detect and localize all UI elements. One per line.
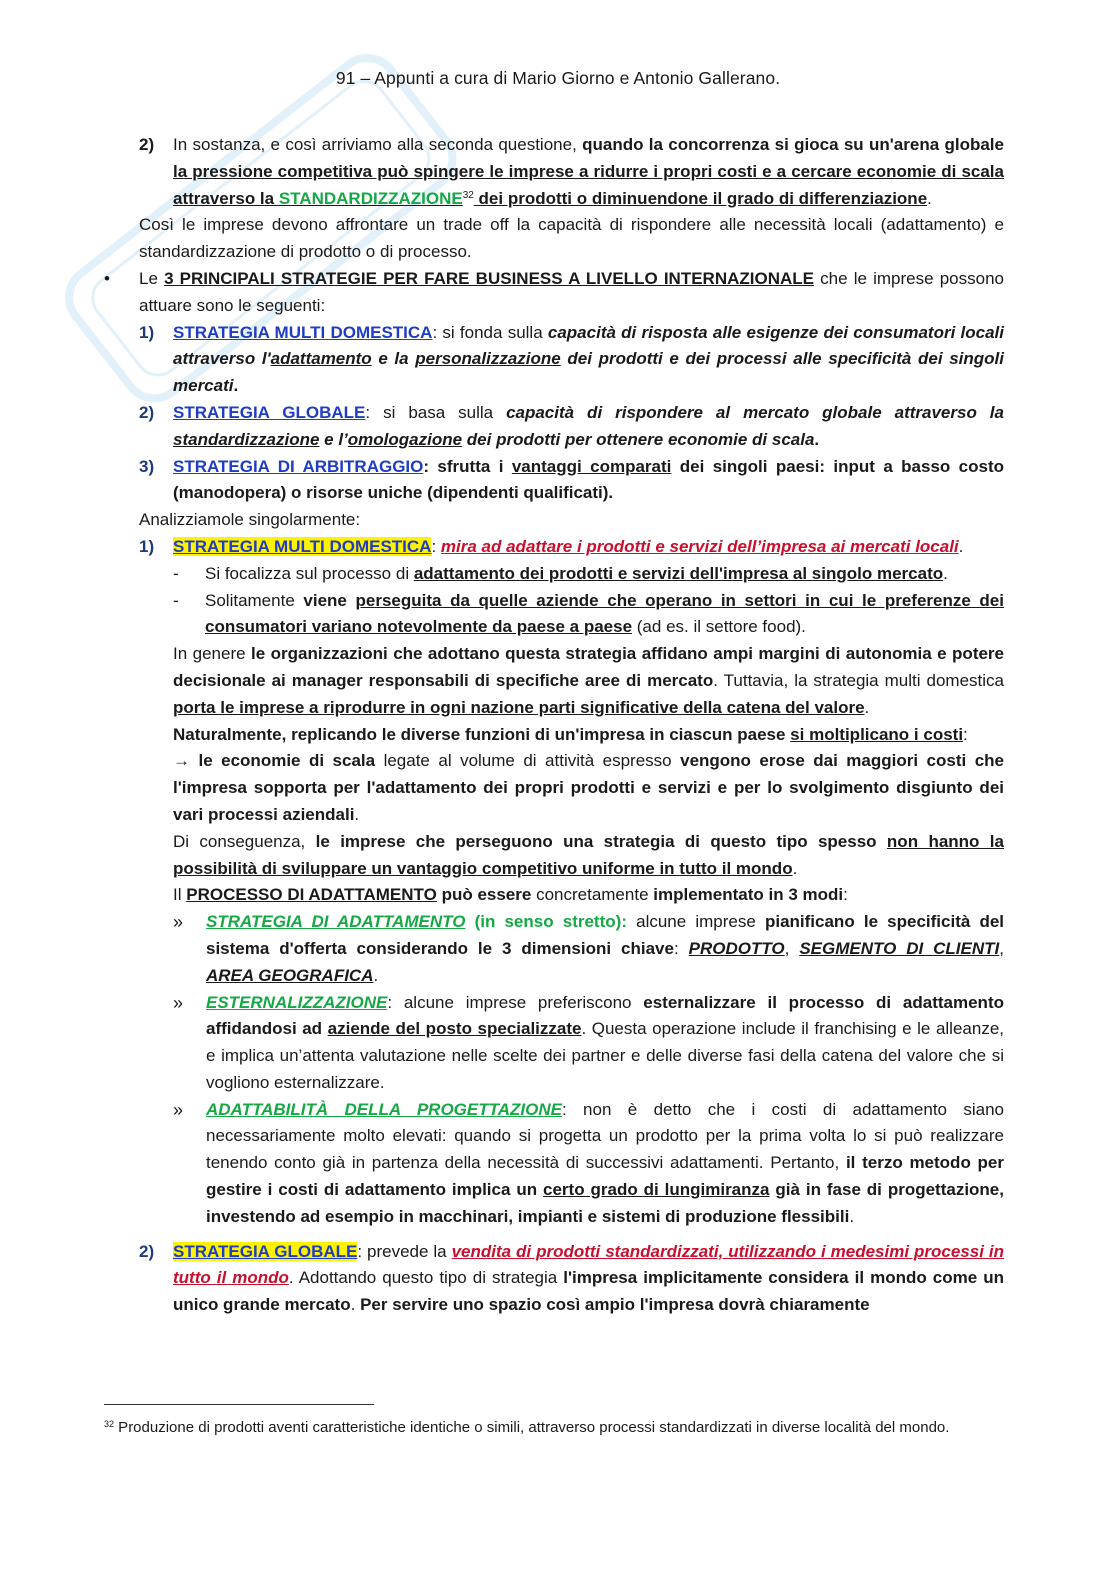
keyword-standardizzazione: STANDARDIZZAZIONE — [278, 188, 463, 208]
text: : — [673, 938, 689, 958]
dash-marker: - — [173, 590, 179, 610]
text: dei prodotti o diminuendone il grado di differenziazione — [473, 188, 928, 208]
text: SEGMENTO DI CLIENTI — [799, 938, 1000, 958]
guillemet-marker: » — [173, 912, 184, 933]
analizziamole-line: Analizziamole singolarmente: — [139, 510, 361, 530]
text: omologazione — [347, 429, 463, 449]
strategy-link[interactable]: STRATEGIA MULTI DOMESTICA — [173, 536, 432, 556]
text: Solitamente — [205, 590, 304, 610]
footnote — [104, 1416, 1004, 1439]
text: Per servire uno spazio così ampio l'impresa dovrà chiaramente — [360, 1295, 870, 1315]
text: In genere — [173, 644, 252, 664]
text: vengono erose dai maggiori costi che l'impresa sopporta per l'adattamento dei propri prodotti e servizi e per lo svolgimento disgiunto dei vari processi aziendali — [173, 751, 1004, 824]
strategy-link[interactable]: STRATEGIA GLOBALE — [173, 402, 366, 422]
text: . — [354, 804, 360, 824]
text: vendita di prodotti standardizzati, utilizzando i medesimi processi in tutto il mondo — [173, 1241, 1004, 1288]
paragraph — [104, 829, 1004, 883]
list-number: 2) — [139, 402, 155, 422]
method-item — [104, 990, 1004, 1097]
text: standardizzazione — [173, 429, 320, 449]
footnote-number: 32 — [104, 1419, 115, 1429]
intro-item — [104, 132, 1004, 212]
page-header: 91 – Appunti a cura di Mario Giorno e Antonio Gallerano. — [335, 68, 781, 88]
text: PRODOTTO — [688, 938, 785, 958]
text: le economie di scala — [198, 751, 376, 771]
text: , — [999, 938, 1004, 958]
arrow-icon: → — [173, 751, 199, 771]
method-name: ESTERNALIZZAZIONE — [206, 992, 388, 1012]
text: capacità di risposta alle esigenze dei consumatori locali attraverso l' — [173, 322, 1004, 369]
text: non hanno la possibilità di sviluppare un vantaggio competitivo uniforme in tutto il mondo — [173, 831, 1004, 878]
strategy-link[interactable]: STRATEGIA GLOBALE — [173, 1241, 358, 1261]
list-item — [104, 400, 1004, 454]
text: può essere — [436, 885, 532, 905]
text: : sfrutta i — [423, 456, 512, 476]
text: Di conseguenza, — [173, 831, 316, 851]
text: . — [958, 536, 964, 556]
globale-item — [104, 1239, 1004, 1319]
text: Naturalmente, replicando le diverse funzioni di un'impresa in ciascun paese — [173, 724, 791, 744]
text: esternalizzare il processo di adattamento affidandosi ad — [206, 992, 1004, 1039]
guillemet-marker: » — [173, 1099, 184, 1120]
text: . — [814, 429, 820, 449]
text: : si fonda sulla — [432, 322, 548, 342]
text: la pressione competitiva può spingere le imprese a ridurre i propri costi e a cercare economie di scala attraverso la STANDARDIZZAZIONE — [173, 161, 1004, 208]
text: Si focalizza sul processo di — [205, 563, 414, 583]
text: capacità di rispondere al mercato globale attraverso la — [506, 402, 1004, 422]
method-name: ADATTABILITÀ DELLA PROGETTAZIONE — [206, 1099, 562, 1119]
text: si moltiplicano i costi — [790, 724, 964, 744]
text: mira ad adattare i prodotti e servizi dell’impresa ai mercati locali — [440, 536, 959, 556]
strategy-link[interactable]: STRATEGIA DI ARBITRAGGIO — [173, 456, 424, 476]
text: . — [792, 858, 798, 878]
text: . — [927, 188, 932, 208]
text: . — [233, 376, 239, 396]
text: . — [373, 965, 379, 985]
text: (in senso stretto) — [465, 912, 622, 932]
text: implementato in 3 modi — [653, 885, 844, 905]
dash-item — [104, 588, 1004, 642]
dash-marker: - — [173, 563, 179, 583]
text: AREA GEOGRAFICA — [206, 965, 374, 985]
strategy-link[interactable]: STRATEGIA MULTI DOMESTICA — [173, 322, 433, 342]
text: . — [849, 1206, 855, 1226]
text: : — [843, 885, 848, 905]
text: In sostanza, e così arriviamo alla seconda questione, — [173, 135, 583, 154]
text: e la — [371, 349, 416, 369]
text: legate al volume di attività espresso — [375, 751, 681, 771]
text: : — [621, 912, 627, 932]
method-item — [104, 1097, 1004, 1231]
paragraph — [104, 641, 1004, 721]
text: che le imprese possono attuare sono le seguenti: — [139, 268, 1004, 315]
text: e l’ — [319, 429, 348, 449]
text: aziende del posto specializzate — [327, 1019, 582, 1039]
paragraph — [104, 722, 1004, 829]
text: 3 PRINCIPALI STRATEGIE PER FARE BUSINESS A LIVELLO INTERNAZIONALE — [164, 268, 814, 288]
text: : alcune imprese preferiscono — [387, 992, 644, 1012]
text: personalizzazione — [415, 349, 561, 369]
text: dei prodotti e dei processi alle specificità dei singoli mercati — [173, 349, 1004, 396]
text: alcune imprese — [626, 912, 765, 932]
text: Le — [139, 268, 165, 288]
text: l'impresa implicitamente considera il mondo come un unico grande mercato — [173, 1268, 1004, 1315]
text: . — [943, 563, 948, 583]
strategies-intro — [104, 266, 1004, 320]
text: le imprese che perseguono una strategia di questo tipo spesso — [315, 831, 887, 851]
method-item — [104, 909, 1004, 989]
text: (ad es. il settore food). — [632, 617, 806, 637]
text: . — [864, 697, 870, 717]
text: , — [784, 938, 800, 958]
text: . Adottando questo tipo di strategia — [288, 1268, 564, 1288]
text: : — [431, 536, 441, 556]
text: pianificano le specificità del sistema d'offerta considerando le 3 dimensioni chiave — [206, 912, 1005, 958]
bullet-icon: • — [104, 268, 110, 288]
list-number: 3) — [139, 456, 155, 476]
text: : prevede la — [357, 1241, 452, 1261]
text: PROCESSO DI ADATTAMENTO — [186, 885, 437, 905]
text: dei prodotti per ottenere economie di scala — [462, 429, 815, 449]
text: quando la concorrenza si gioca su un'arena globale — [582, 135, 1004, 154]
text: dei singoli paesi: input a basso costo (manodopera) o risorse uniche (dipendenti qualificati). — [173, 456, 1005, 503]
text: concretamente — [531, 885, 654, 905]
tradeoff-paragraph: Così le imprese devono affrontare un trade off la capacità di rispondere alle necessità locali (adattamento) e standardizzazione di prodotto o di processo. — [139, 215, 1004, 262]
list-number: 2) — [139, 1241, 155, 1261]
list-item — [104, 454, 1004, 508]
text: certo grado di lungimiranza — [543, 1180, 770, 1200]
text: : si basa sulla — [365, 402, 507, 422]
text: . Questa operazione include il franchising e le alleanze, e implica un’attenta valutazione nelle scelte dei partner e delle diverse fasi della catena del valore che si vogliono esternalizzare. — [206, 1019, 1004, 1092]
page-body — [104, 132, 1004, 1319]
text: già in fase di progettazione, investendo ad esempio in macchinari, impianti e sistemi di produzione flessibili — [206, 1180, 1004, 1226]
text: Il — [173, 885, 187, 905]
text: vantaggi comparati — [511, 456, 672, 476]
list-number: 1) — [139, 536, 155, 556]
text: porta le imprese a riprodurre in ogni nazione parti significative della catena del valore — [173, 697, 865, 717]
method-name: STRATEGIA DI ADATTAMENTO — [206, 912, 466, 932]
dash-item — [104, 561, 1004, 588]
list-number: 2) — [139, 135, 155, 154]
text: adattamento — [270, 349, 372, 369]
text: . — [350, 1295, 361, 1315]
text: adattamento dei prodotti e servizi dell'impresa al singolo mercato — [413, 563, 944, 583]
guillemet-marker: » — [173, 992, 184, 1013]
text: perseguita da quelle aziende che operano in settori in cui le preferenze dei consumatori variano notevolmente da paese a paese — [205, 590, 1004, 637]
list-number: 1) — [139, 322, 155, 342]
text: : — [963, 724, 968, 744]
text: viene — [303, 590, 356, 610]
text: le organizzazioni che adottano questa strategia affidano ampi margini di autonomia e potere decisionale ai manager responsabili di specifiche aree di mercato — [173, 644, 1005, 690]
text: : non è detto che i costi di adattamento siano necessariamente molto elevati: quando si progetta un prodotto per la prima volta lo si può realizzare tenendo conto già in partenza della necessità di successivi adattamenti. Pertanto, — [206, 1099, 1004, 1173]
paragraph — [104, 882, 1004, 909]
footnote-ref[interactable]: 32 — [462, 189, 474, 201]
multi-heading — [104, 534, 1004, 561]
footnote-text: Produzione di prodotti aventi caratteristiche identiche o simili, attraverso processi standardizzati in diverse località del mondo. — [114, 1419, 950, 1436]
list-item — [104, 320, 1004, 400]
text: . Tuttavia, la strategia multi domestica — [713, 670, 1004, 690]
text: il terzo metodo per gestire i costi di adattamento implica un — [206, 1153, 1004, 1200]
footnote-divider — [104, 1404, 374, 1405]
